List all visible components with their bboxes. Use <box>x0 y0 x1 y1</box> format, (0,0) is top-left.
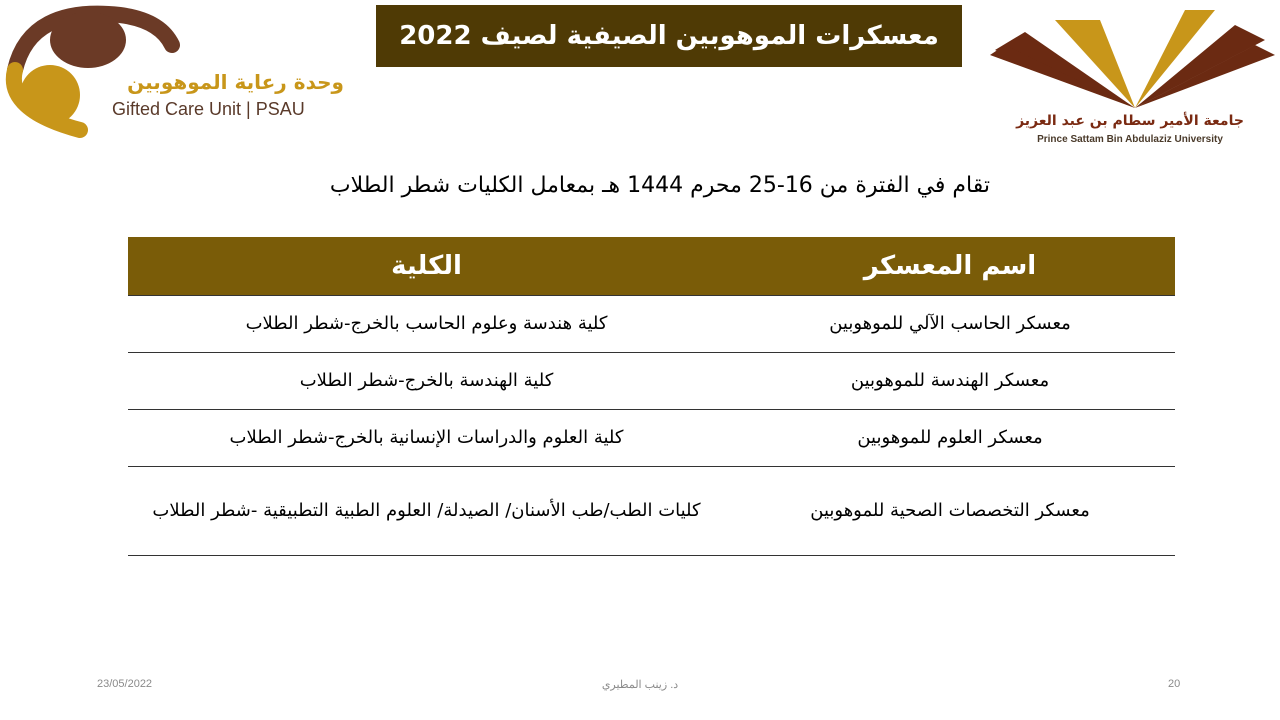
book-logo-icon <box>985 0 1280 112</box>
table-row <box>128 409 1175 466</box>
table-row <box>128 466 1175 555</box>
logo-arabic-text: وحدة رعاية الموهوبين <box>127 70 344 94</box>
footer-date: 23/05/2022 <box>97 678 153 690</box>
footer-author: د. زينب المطيري <box>601 679 679 691</box>
header-college: الكلية <box>128 237 725 295</box>
camp-name: معسكر الحاسب الآلي للموهوبين <box>725 295 1175 352</box>
university-english-name: Prince Sattam Bin Abdulaziz University <box>1037 134 1223 145</box>
logo-english-text: Gifted Care Unit | PSAU <box>112 99 305 119</box>
college: كلية هندسة وعلوم الحاسب بالخرج-شطر الطلاب <box>128 295 725 352</box>
table-row <box>128 295 1175 352</box>
college: كلية الهندسة بالخرج-شطر الطلاب <box>128 352 725 409</box>
gifted-care-unit-logo <box>0 0 360 150</box>
subtitle: تقام في الفترة من 16-25 محرم 1444 هـ بمعامل الكليات شطر الطلاب <box>329 173 990 198</box>
table-header-row <box>128 237 1175 295</box>
college: كلية العلوم والدراسات الإنسانية بالخرج-شطر الطلاب <box>128 409 725 466</box>
camp-name: معسكر العلوم للموهوبين <box>725 409 1175 466</box>
page-title: معسكرات الموهوبين الصيفية لصيف 2022 <box>376 5 962 67</box>
university-arabic-name: جامعة الأمير سطام بن عبد العزيز <box>1016 113 1244 129</box>
header-camp-name: اسم المعسكر <box>725 237 1175 295</box>
camp-name: معسكر التخصصات الصحية للموهوبين <box>725 466 1175 555</box>
camps-table <box>128 237 1175 556</box>
camp-name: معسكر الهندسة للموهوبين <box>725 352 1175 409</box>
university-logo <box>985 0 1280 150</box>
table-row <box>128 352 1175 409</box>
page-number: 20 <box>1168 678 1181 690</box>
college: كليات الطب/طب الأسنان/ الصيدلة/ العلوم الطبية التطبيقية -شطر الطلاب <box>128 466 725 555</box>
